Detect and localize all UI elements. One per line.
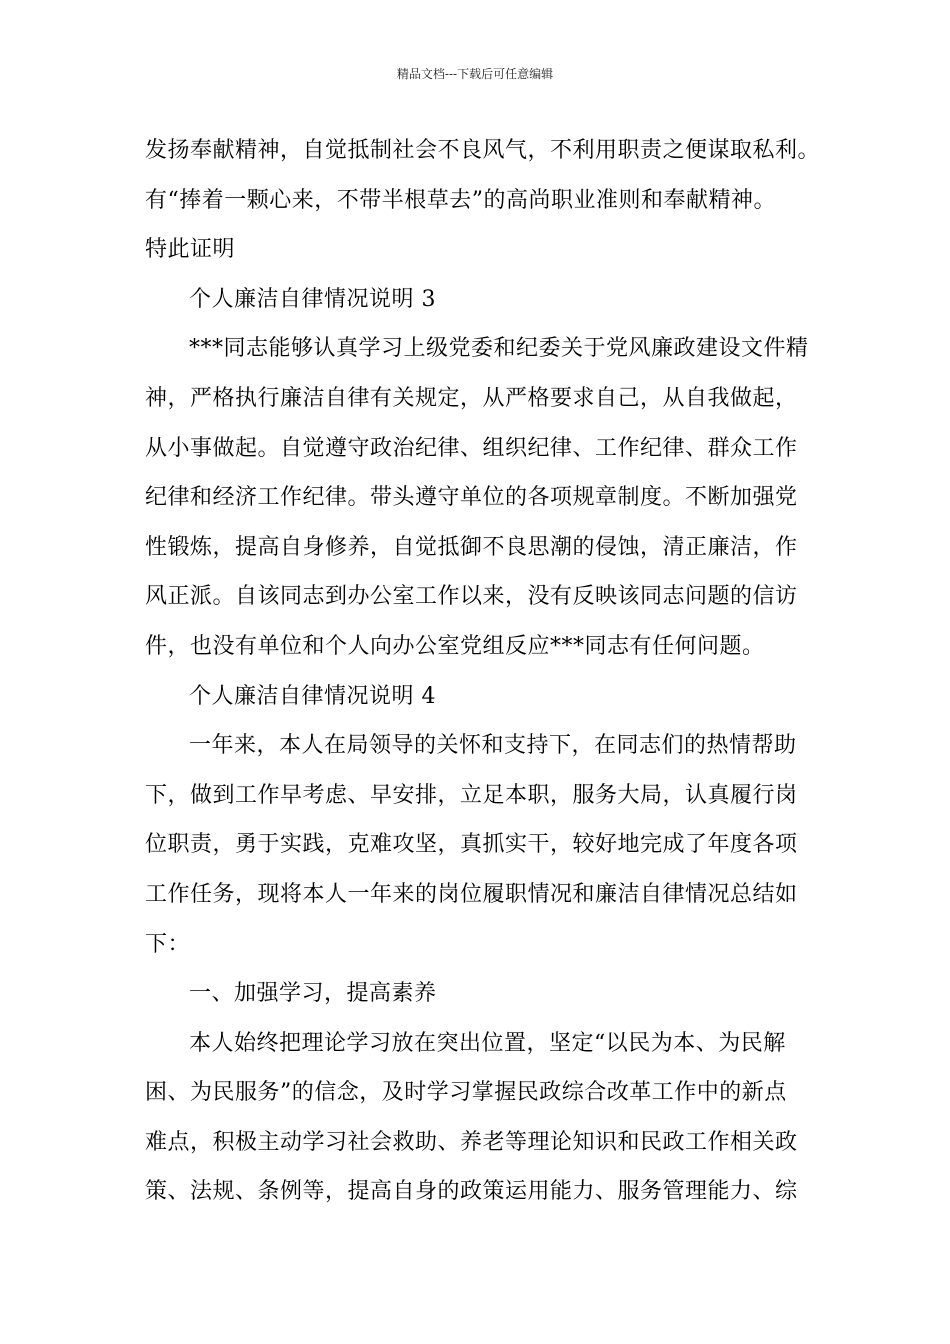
text-line: 本人始终把理论学习放在突出位置，坚定“以民为本、为民解: [189, 1030, 786, 1056]
text-line: 神，严格执行廉洁自律有关规定，从严格要求自己，从自我做起，: [145, 385, 798, 411]
text-line: 工作任务，现将本人一年来的岗位履职情况和廉洁自律情况总结如: [145, 881, 798, 907]
text-line: 性锻炼，提高自身修养，自觉抵御不良思潮的侵蚀，清正廉洁，作: [145, 534, 798, 560]
text-line: 发扬奉献精神，自觉抵制社会不良风气，不利用职责之便谋取私利。: [145, 138, 821, 163]
section-heading: 一、加强学习，提高素养: [189, 981, 437, 1007]
text-line: 下：: [145, 931, 191, 957]
section-heading: 个人廉洁自律情况说明 3: [189, 286, 436, 312]
text-line: 位职责，勇于实践，克难攻坚，真抓实干，较好地完成了年度各项: [145, 832, 798, 858]
text-line: 特此证明: [145, 237, 236, 263]
text-line: 困、为民服务”的信念，及时学习掌握民政综合改革工作中的新点: [145, 1080, 787, 1106]
text-line: 下，做到工作早考虑、早安排，立足本职，服务大局，认真履行岗: [145, 782, 798, 808]
section-heading: 个人廉洁自律情况说明 4: [189, 683, 436, 709]
text-line: 难点，积极主动学习社会救助、养老等理论知识和民政工作相关政: [145, 1129, 798, 1155]
text-line: 有“捧着一颗心来，不带半根草去”的高尚职业准则和奉献精神。: [145, 187, 776, 213]
text-line: 件，也没有单位和个人向办公室党组反应***同志有任何问题。: [145, 633, 765, 659]
text-line: ***同志能够认真学习上级党委和纪委关于党风廉政建设文件精: [189, 336, 809, 362]
text-line: 从小事做起。自觉遵守政治纪律、组织纪律、工作纪律、群众工作: [145, 435, 798, 461]
page-header: 精品文档---下载后可任意编辑: [396, 67, 554, 81]
text-line: 风正派。自该同志到办公室工作以来，没有反映该同志问题的信访: [145, 584, 798, 610]
text-line: 一年来，本人在局领导的关怀和支持下，在同志们的热情帮助: [189, 733, 797, 759]
text-line: 策、法规、条例等，提高自身的政策运用能力、服务管理能力、综: [145, 1179, 798, 1205]
text-line: 纪律和经济工作纪律。带头遵守单位的各项规章制度。不断加强党: [145, 485, 798, 511]
document-body: [145, 126, 845, 1217]
